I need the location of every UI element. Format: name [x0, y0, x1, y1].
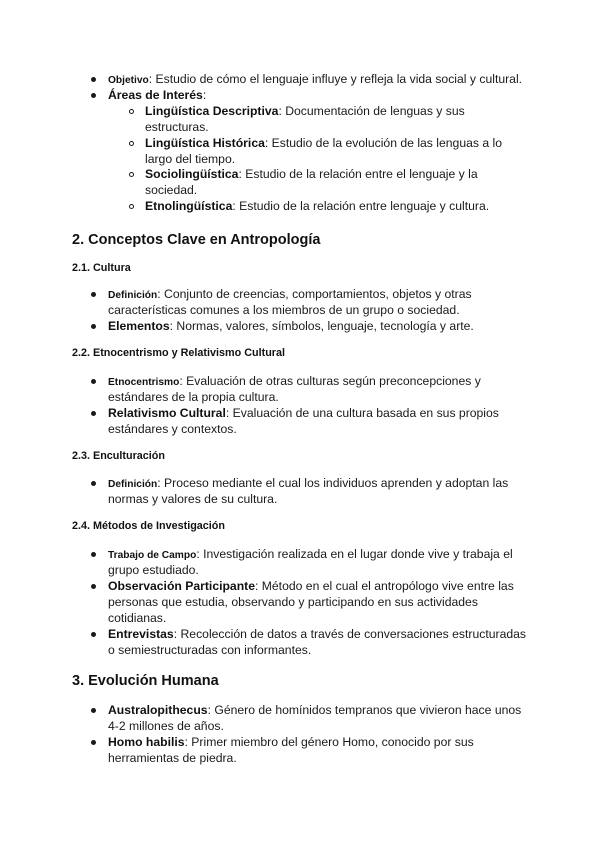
list-item: Etnocentrismo: Evaluación de otras culturas según preconcepciones y: [108, 374, 481, 388]
subsection-heading: 2.3. Enculturación: [72, 450, 165, 462]
section-heading: 3. Evolución Humana: [72, 673, 219, 689]
sublist-item-cont: estructuras.: [145, 120, 209, 134]
list-item: Elementos: Normas, valores, símbolos, lenguaje, tecnología y arte.: [108, 319, 474, 333]
list-item: Definición: Proceso mediante el cual los individuos aprenden y adoptan las: [108, 476, 509, 490]
list-item-objetivo: Objetivo: Estudio de cómo el lenguaje influye y refleja la vida social y cultural.: [108, 72, 523, 86]
bullet-icon: [91, 292, 96, 297]
list-item: Entrevistas: Recolección de datos a través de conversaciones estructuradas: [108, 627, 526, 641]
list-item: Observación Participante: Método en el cual el antropólogo vive entre las: [108, 579, 514, 593]
sublist-item: Etnolingüística: Estudio de la relación entre lenguaje y cultura.: [145, 199, 490, 213]
term-areas: Áreas de Interés: [108, 88, 203, 102]
sublist-item-cont: sociedad.: [145, 183, 198, 197]
list-item: Australopithecus: Género de homínidos tempranos que vivieron hace unos: [108, 703, 522, 717]
list-item-cont: 4-2 millones de años.: [108, 719, 224, 733]
bullet-icon: [91, 584, 96, 589]
bullet-icon: [91, 552, 96, 557]
list-item: Trabajo de Campo: Investigación realizada en el lugar donde vive y trabaja el: [108, 547, 513, 561]
circle-bullet-icon: [129, 172, 134, 177]
bullet-icon: [91, 411, 96, 416]
bullet-icon: [91, 708, 96, 713]
bullet-icon: [91, 77, 96, 82]
list-item-cont: herramientas de piedra.: [108, 751, 237, 765]
circle-bullet-icon: [129, 109, 134, 114]
list-item: Homo habilis: Primer miembro del género Homo, conocido por sus: [108, 735, 474, 749]
bullet-icon: [91, 740, 96, 745]
section-heading: 2. Conceptos Clave en Antropología: [72, 232, 321, 248]
list-item: Definición: Conjunto de creencias, comportamientos, objetos y otras: [108, 287, 472, 301]
circle-bullet-icon: [129, 204, 134, 209]
subsection-heading: 2.4. Métodos de Investigación: [72, 520, 225, 532]
sublist-item: Lingüística Descriptiva: Documentación de lenguas y sus: [145, 104, 465, 118]
bullet-icon: [91, 324, 96, 329]
sublist-item: Sociolingüística: Estudio de la relación entre el lenguaje y la: [145, 167, 478, 181]
bullet-icon: [91, 632, 96, 637]
subsection-heading: 2.1. Cultura: [72, 262, 131, 274]
list-item-cont: características comunes a los miembros de un grupo o sociedad.: [108, 303, 460, 317]
subsection-heading: 2.2. Etnocentrismo y Relativismo Cultural: [72, 347, 285, 359]
circle-bullet-icon: [129, 141, 134, 146]
list-item: Relativismo Cultural: Evaluación de una cultura basada en sus propios: [108, 406, 499, 420]
sublist-item: Lingüística Histórica: Estudio de la evolución de las lenguas a lo: [145, 136, 503, 150]
bullet-icon: [91, 379, 96, 384]
list-item-cont: normas y valores de su cultura.: [108, 492, 278, 506]
list-item-cont: personas que estudia, observando y participando en sus actividades: [108, 595, 478, 609]
bullet-icon: [91, 93, 96, 98]
term-objetivo: Objetivo: [108, 75, 149, 86]
list-item-cont: cotidianas.: [108, 611, 167, 625]
sublist-item-cont: largo del tiempo.: [145, 152, 236, 166]
list-item-cont: estándares y contextos.: [108, 422, 237, 436]
list-item-cont: o semiestructuradas con informantes.: [108, 643, 312, 657]
list-item-cont: grupo estudiado.: [108, 563, 199, 577]
list-item-cont: estándares de la propia cultura.: [108, 390, 279, 404]
list-item-areas: Áreas de Interés:: [108, 88, 207, 102]
bullet-icon: [91, 481, 96, 486]
